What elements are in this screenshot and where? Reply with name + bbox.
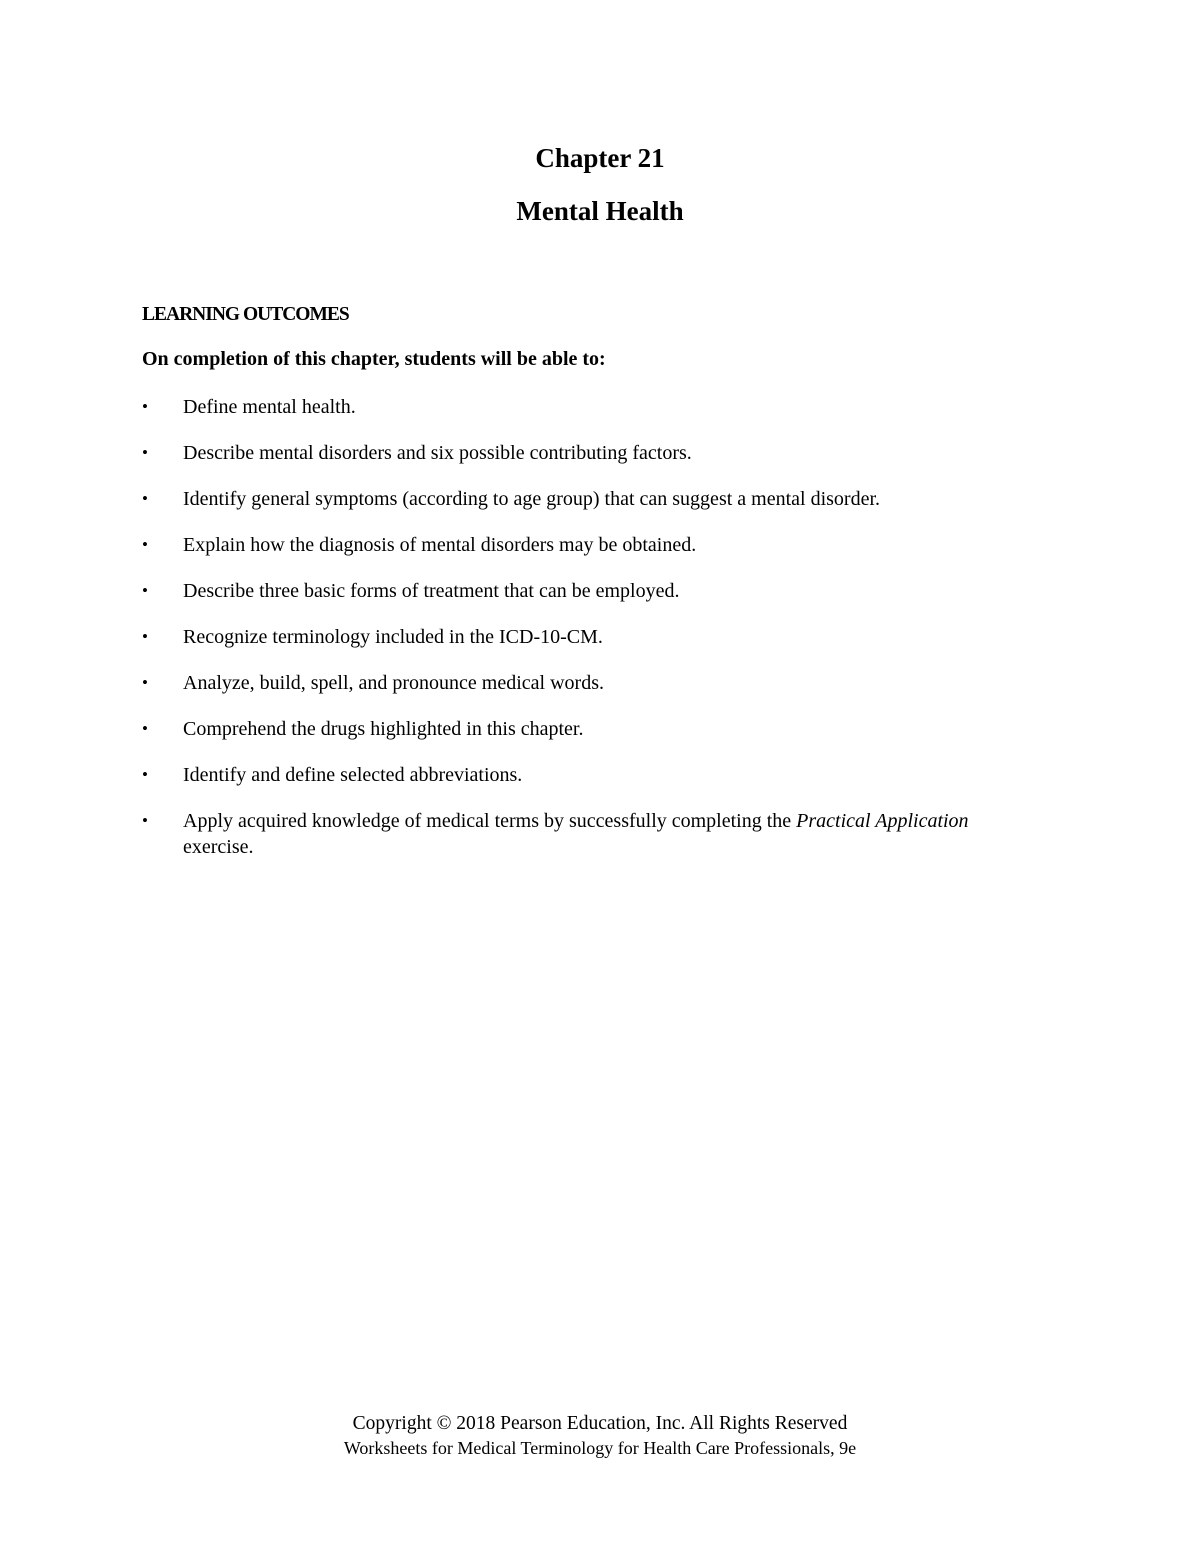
bullet-icon: • xyxy=(142,811,148,830)
outcomes-intro: On completion of this chapter, students will be able to: xyxy=(142,348,606,370)
section-heading-learning-outcomes: LEARNING OUTCOMES xyxy=(142,304,349,325)
outcome-text-start: Apply acquired knowledge of medical terms by successfully completing the xyxy=(183,810,797,832)
outcome-text: Comprehend the drugs highlighted in this chapter. xyxy=(183,718,584,740)
outcome-text: Recognize terminology included in the ICD-10-CM. xyxy=(183,626,603,648)
list-item xyxy=(142,532,1002,558)
outcome-text: Explain how the diagnosis of mental disorders may be obtained. xyxy=(183,534,697,556)
list-item xyxy=(142,578,1002,604)
outcome-text: Describe mental disorders and six possible contributing factors. xyxy=(183,442,692,464)
list-item xyxy=(142,624,1002,650)
outcome-text xyxy=(183,810,969,858)
outcome-text: Analyze, build, spell, and pronounce medical words. xyxy=(183,672,604,694)
bullet-icon: • xyxy=(142,765,148,784)
list-item xyxy=(142,394,1002,420)
outcome-text: Identify and define selected abbreviations. xyxy=(183,764,523,786)
bullet-icon: • xyxy=(142,581,148,600)
outcome-text: Identify general symptoms (according to age group) that can suggest a mental disorder. xyxy=(183,488,881,510)
bullet-icon: • xyxy=(142,719,148,738)
list-item xyxy=(142,762,1002,788)
outcome-text: Describe three basic forms of treatment that can be employed. xyxy=(183,580,680,602)
bullet-icon: • xyxy=(142,673,148,692)
copyright-notice: Copyright © 2018 Pearson Education, Inc. All Rights Reserved xyxy=(352,1413,848,1434)
list-item xyxy=(142,486,1002,512)
bullet-icon: • xyxy=(142,627,148,646)
practical-application-title: Practical Application xyxy=(796,810,969,832)
list-item xyxy=(142,440,1002,466)
list-item xyxy=(142,808,1002,860)
outcome-text: Define mental health. xyxy=(183,396,356,418)
chapter-title: Mental Health xyxy=(516,196,684,226)
bullet-icon: • xyxy=(142,489,148,508)
outcome-text-end: exercise. xyxy=(183,836,254,858)
bullet-icon: • xyxy=(142,443,148,462)
bullet-icon: • xyxy=(142,535,148,554)
book-title-footer: Worksheets for Medical Terminology for Health Care Professionals, 9e xyxy=(343,1438,857,1458)
list-item xyxy=(142,670,1002,696)
chapter-number: Chapter 21 xyxy=(535,143,665,173)
bullet-icon: • xyxy=(142,397,148,416)
list-item xyxy=(142,716,1002,742)
learning-outcomes-list xyxy=(142,394,1002,880)
